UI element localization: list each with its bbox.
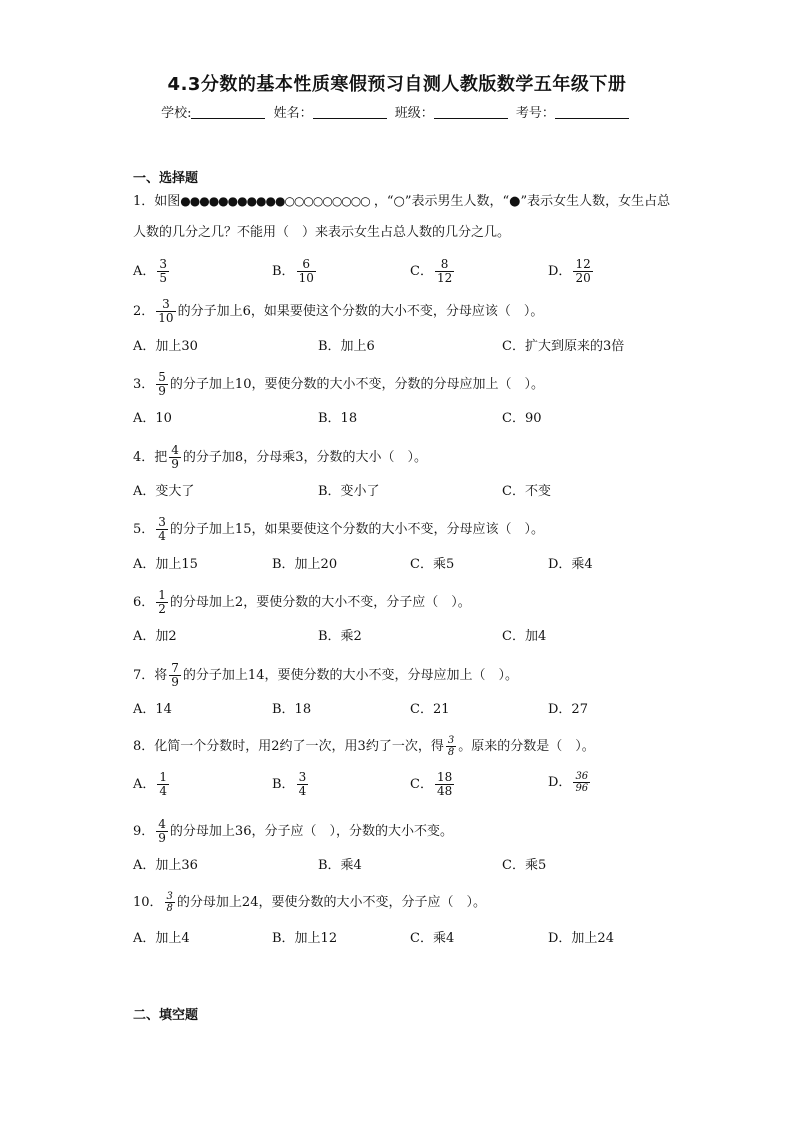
numerator: 3 (447, 735, 455, 746)
question-9 (133, 818, 453, 845)
numerator: 18 (436, 770, 453, 784)
name-blank[interactable] (313, 105, 387, 119)
question-3 (133, 371, 544, 398)
option-c[interactable]: C．乘4 (410, 931, 455, 946)
question-text: 的分母加上36，分子应（ ），分数的大小不变。 (169, 824, 453, 839)
question-5-options (133, 555, 733, 575)
class-label: 班级： (394, 106, 434, 121)
numerator: 5 (158, 370, 166, 384)
question-10-options (133, 929, 733, 949)
option-d[interactable]: D．乘4 (548, 557, 593, 572)
fraction (297, 771, 309, 798)
fraction (297, 258, 316, 285)
numerator: 8 (440, 257, 449, 271)
denominator: 9 (171, 457, 179, 471)
question-7 (133, 662, 518, 689)
fraction (157, 258, 169, 285)
denominator: 4 (159, 784, 168, 798)
numerator: 6 (302, 257, 311, 271)
option-a[interactable]: A．变大了 (133, 484, 195, 499)
option-a[interactable] (133, 258, 171, 285)
option-c[interactable]: C．扩大到原来的3倍 (502, 339, 625, 354)
question-9-options (133, 856, 733, 876)
option-b[interactable]: B．加上12 (272, 931, 338, 946)
question-number: 6． (133, 595, 155, 610)
question-4 (133, 444, 427, 471)
question-number: 9． (133, 824, 155, 839)
option-b[interactable]: B．乘4 (318, 858, 362, 873)
question-8 (133, 735, 595, 758)
fraction (156, 516, 168, 543)
denominator: 96 (575, 783, 589, 794)
option-b[interactable]: B．乘2 (318, 629, 362, 644)
option-b[interactable] (272, 258, 318, 285)
option-label: A． (133, 777, 156, 792)
denominator: 10 (298, 271, 314, 285)
fraction (169, 662, 181, 689)
section-heading-fill-in: 二、填空题 (133, 1008, 199, 1023)
name-label: 姓名： (273, 106, 313, 121)
option-d[interactable]: D．27 (548, 702, 588, 717)
option-d[interactable] (548, 771, 592, 794)
question-3-options (133, 409, 733, 429)
denominator: 10 (158, 311, 174, 325)
question-text: 的分子加上6，如果要使这个分数的大小不变，分母应该（ ）。 (177, 304, 544, 319)
fraction (157, 771, 169, 798)
hollow-dots-figure: ○○○○○○○○○ (284, 194, 370, 208)
denominator: 48 (436, 784, 453, 798)
option-label: C． (410, 777, 433, 792)
option-label: A． (133, 264, 156, 279)
question-1-text: ，“○”表示男生人数，“●”表示女生人数，女生占总 (373, 194, 671, 209)
option-c[interactable]: C．21 (410, 702, 450, 717)
option-c[interactable]: C．乘5 (410, 557, 455, 572)
option-a[interactable]: A．10 (133, 411, 172, 426)
denominator: 9 (171, 675, 179, 689)
option-a[interactable]: A．加上36 (133, 858, 198, 873)
numerator: 36 (575, 771, 589, 782)
denominator: 2 (158, 602, 166, 616)
student-info-line (0, 102, 794, 121)
question-1-options (133, 258, 733, 288)
numerator: 4 (171, 443, 179, 457)
question-1 (133, 191, 670, 212)
numerator: 3 (162, 297, 170, 311)
denominator: 4 (158, 529, 166, 543)
question-number: 4．把 (133, 450, 168, 465)
option-label: B． (272, 777, 295, 792)
option-a[interactable]: A．加2 (133, 629, 177, 644)
fraction (446, 735, 456, 758)
question-text: 的分子加上10，要使分数的大小不变，分数的分母应加上（ ）。 (169, 377, 544, 392)
denominator: 9 (158, 384, 166, 398)
numerator: 1 (158, 588, 166, 602)
question-text: 的分母加上2，要使分数的大小不变，分子应（ ）。 (169, 595, 471, 610)
class-blank[interactable] (434, 105, 508, 119)
fraction (156, 818, 168, 845)
page-title: 4.3分数的基本性质寒假预习自测人教版数学五年级下册 (167, 74, 627, 95)
question-text-prefix: 8．化简一个分数时，用2约了一次，用3约了一次，得 (133, 739, 444, 754)
numerator: 7 (171, 661, 179, 675)
fraction (156, 298, 175, 325)
option-c[interactable] (410, 258, 456, 285)
school-blank[interactable] (191, 105, 265, 119)
option-label: D． (548, 775, 572, 790)
exam-no-blank[interactable] (555, 105, 629, 119)
question-1-prefix: 1．如图 (133, 194, 181, 209)
fraction (435, 258, 454, 285)
numerator: 12 (575, 257, 591, 271)
question-1-line2: 人数的几分之几？不能用（ ）来表示女生占总人数的几分之几。 (133, 225, 511, 240)
fraction (165, 891, 175, 914)
fraction (573, 771, 590, 794)
option-a[interactable]: A．加上4 (133, 931, 190, 946)
question-text: 的分子加上14，要使分数的大小不变，分母应加上（ ）。 (182, 668, 518, 683)
question-10 (133, 891, 486, 914)
question-4-options (133, 482, 733, 502)
option-c[interactable] (410, 771, 456, 798)
option-b[interactable] (272, 771, 310, 798)
option-d[interactable] (548, 258, 595, 285)
question-text: 的分子加上15，如果要使这个分数的大小不变，分母应该（ ）。 (169, 522, 544, 537)
question-number: 10． (133, 895, 163, 910)
school-label: 学校: (161, 106, 192, 121)
numerator: 3 (159, 257, 168, 271)
denominator: 9 (158, 831, 166, 845)
option-a[interactable]: A．14 (133, 702, 172, 717)
option-b[interactable]: B．18 (272, 702, 312, 717)
question-text: 的分母加上24，要使分数的大小不变，分子应（ ）。 (176, 895, 486, 910)
denominator: 8 (166, 903, 173, 914)
option-d[interactable]: D．加上24 (548, 931, 614, 946)
option-c[interactable]: C．不变 (502, 484, 551, 499)
option-label: B． (272, 264, 295, 279)
question-number: 3． (133, 377, 155, 392)
question-8-options (133, 771, 733, 805)
option-label: C． (410, 264, 433, 279)
denominator: 12 (436, 271, 453, 285)
numerator: 3 (158, 515, 166, 529)
fraction (169, 444, 181, 471)
question-7-options (133, 700, 733, 720)
question-number: 5． (133, 522, 155, 537)
denominator: 8 (447, 747, 455, 758)
question-text: 的分子加8，分母乘3，分数的大小（ ）。 (182, 450, 427, 465)
option-b[interactable]: B．18 (318, 411, 358, 426)
option-a[interactable]: A．加上15 (133, 557, 198, 572)
option-a[interactable]: A．加上30 (133, 339, 198, 354)
question-number: 2． (133, 304, 155, 319)
filled-dots-figure: ●●●●●●●●●●● (180, 194, 285, 208)
option-c[interactable]: C．90 (502, 411, 542, 426)
option-label: D． (548, 264, 572, 279)
numerator: 4 (158, 817, 166, 831)
question-5 (133, 516, 544, 543)
exam-no-label: 考号： (515, 106, 555, 121)
numerator: 3 (166, 891, 173, 902)
question-6-options (133, 627, 733, 647)
fraction (156, 589, 168, 616)
question-number: 7．将 (133, 668, 168, 683)
option-b[interactable]: B．加上20 (272, 557, 338, 572)
option-c[interactable]: C．加4 (502, 629, 547, 644)
question-2-options (133, 337, 733, 357)
question-text: 。原来的分数是（ ）。 (458, 739, 595, 754)
numerator: 3 (298, 770, 307, 784)
question-2 (133, 298, 543, 325)
fraction (573, 258, 592, 285)
numerator: 1 (159, 770, 168, 784)
option-b[interactable]: B．加上6 (318, 339, 375, 354)
denominator: 4 (298, 784, 307, 798)
option-b[interactable]: B．变小了 (318, 484, 380, 499)
section-heading-choice: 一、选择题 (133, 171, 199, 186)
denominator: 20 (575, 271, 591, 285)
option-a[interactable] (133, 771, 171, 798)
option-c[interactable]: C．乘5 (502, 858, 547, 873)
question-6 (133, 589, 471, 616)
fraction (435, 771, 454, 798)
fraction (156, 371, 168, 398)
denominator: 5 (159, 271, 168, 285)
